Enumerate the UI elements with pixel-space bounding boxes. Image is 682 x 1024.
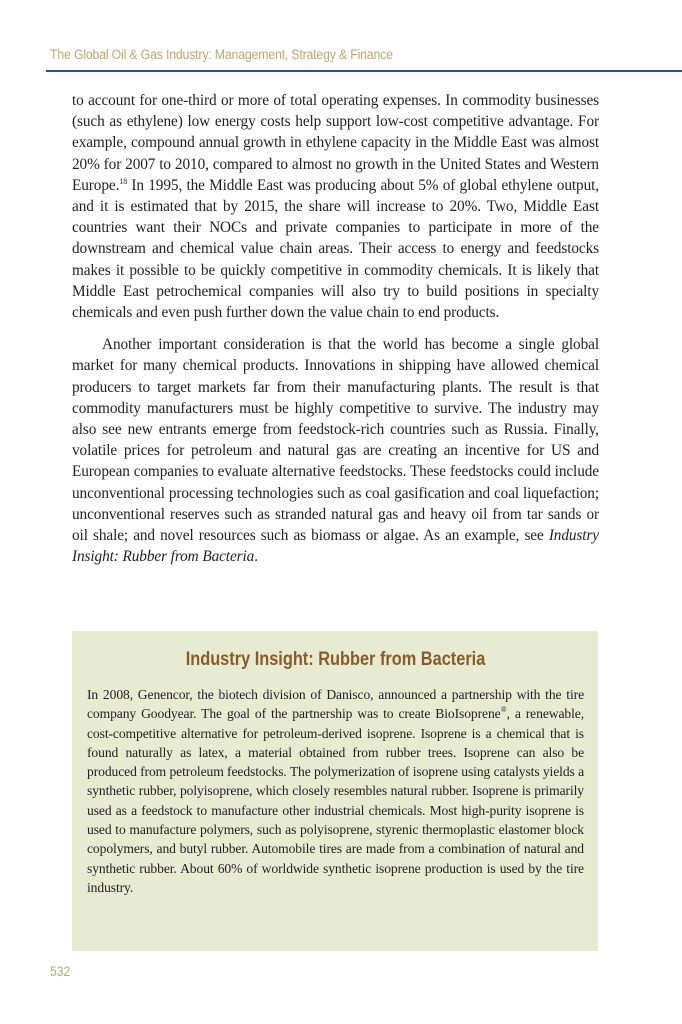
paragraph-2-end: . bbox=[254, 548, 258, 566]
paragraph-1 bbox=[72, 90, 599, 323]
footnote-reference: 18 bbox=[119, 176, 128, 186]
sidebar-title: Industry Insight: Rubber from Bacteria bbox=[185, 649, 486, 670]
paragraph-2-text: Another important consideration is that the world has become a single global market for many chemical products. Innovations in shipping have allowed chemical producers to target markets far from their manufacturing plants. The result is that commodity manufacturers must be highly competitive to survive. The industry may also see new entrants emerge from feedstock-rich countries such as Russia. Finally, volatile prices for petroleum and natural gas are creating an incentive for US and European companies to evaluate alternative feedstocks. These feedstocks could include unconventional processing technologies such as coal gasification and coal liquefaction; unconventional reserves such as stranded natural gas and heavy oil from tar sands or oil shale; and novel resources such as biomass or algae. As an example, see bbox=[72, 336, 599, 545]
main-body-text bbox=[72, 90, 599, 567]
sidebar-body bbox=[87, 685, 584, 897]
registered-trademark: ® bbox=[500, 705, 507, 715]
sidebar-text-part-1: In 2008, Genencor, the biotech division of Danisco, announced a partnership with the tire company Goodyear. The goal of the partnership was to create BioIsoprene bbox=[87, 687, 584, 722]
header-divider bbox=[46, 70, 682, 72]
page-number: 532 bbox=[50, 964, 71, 979]
sidebar-cross-reference: Industry Insight: Rubber from Bacteria bbox=[72, 527, 599, 566]
sidebar-text-part-2: , a renewable, cost-competitive alternative for petroleum-derived isoprene. Isoprene is a chemical that is found naturally as latex, a material obtained from rubber trees. Isoprene can also be produced from petroleum feedstocks. The polymerization of isoprene using catalysts yields a synthetic rubber, polyisoprene, which closely resembles natural rubber. Isoprene is primarily used as a feedstock to manufacture other industrial chemicals. Most high-purity isoprene is used to manufacture polymers, such as polyisoprene, styrenic thermoplastic elastomer block copolymers, and butyl rubber. Automobile tires are made from a combination of natural and synthetic rubber. About 60% of worldwide synthetic isoprene production is used by the tire industry. bbox=[87, 706, 585, 895]
running-header-title: The Global Oil & Gas Industry: Management, Strategy & Finance bbox=[50, 47, 393, 62]
paragraph-1-continued: In 1995, the Middle East was producing about 5% of global ethylene output, and it is estimated that by 2015, the share will increase to 20%. Two, Middle East countries want their NOCs and private companies to participate in more of the downstream and chemical value chain areas. Their access to energy and feedstocks makes it possible to be quickly competitive in commodity chemicals. It is likely that Middle East petrochemical companies will also try to build positions in specialty chemicals and even push further down the value chain to end products. bbox=[72, 176, 599, 322]
paragraph-2 bbox=[72, 334, 599, 567]
industry-insight-sidebar bbox=[72, 631, 598, 951]
paragraph-1-text: to account for one-third or more of total operating expenses. In commodity businesses (such as ethylene) low energy costs help support low-cost competitive advantage. For example, compound annual growth in ethylene capacity in the Middle East was almost 20% for 2007 to 2010, compared to almost no growth in the United States and Western Europe. bbox=[72, 92, 599, 194]
